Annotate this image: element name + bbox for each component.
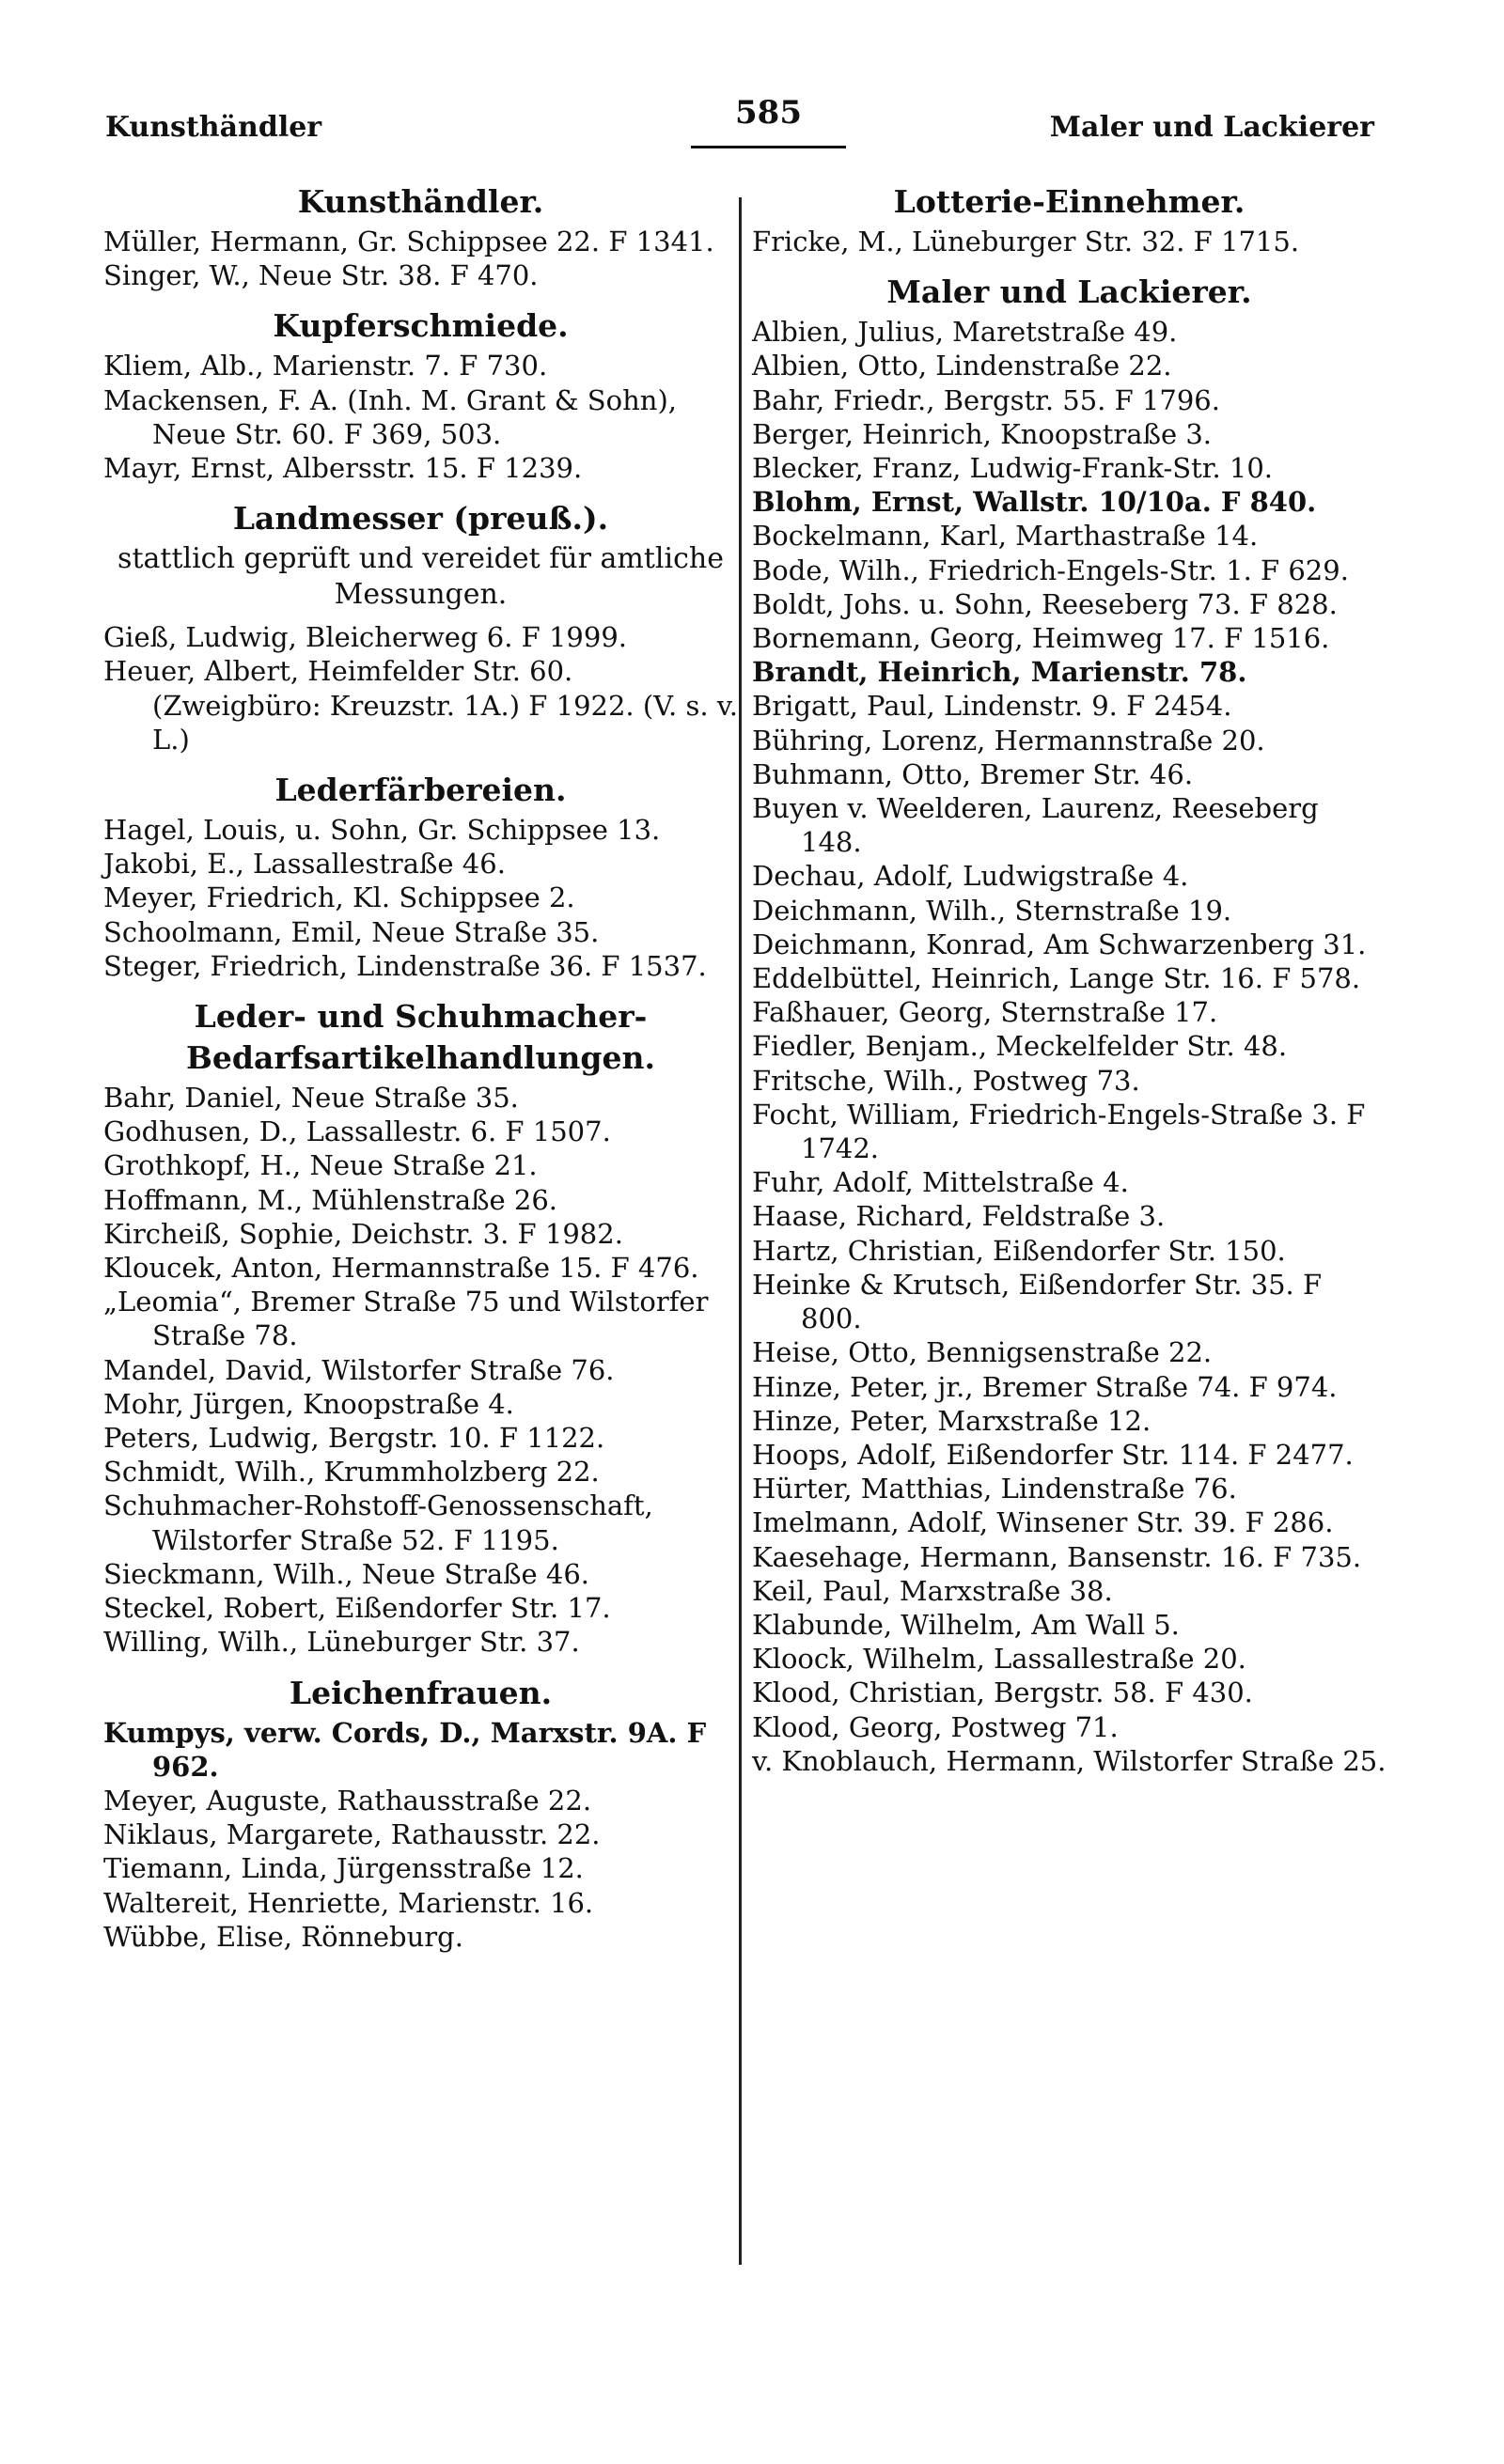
directory-entry: Müller, Hermann, Gr. Schippsee 22. F 1341. xyxy=(103,226,714,257)
section-heading-leder-und-schuhmacher: Leder- und Schuhmacher- xyxy=(194,998,648,1036)
directory-entry: Gieß, Ludwig, Bleicherweg 6. F 1999. xyxy=(103,621,627,654)
section-heading-lotterie-einnehmer: Lotterie-Einnehmer. xyxy=(893,183,1246,220)
directory-entry: Bahr, Daniel, Neue Straße 35. xyxy=(103,1082,519,1115)
directory-entry: Meyer, Friedrich, Kl. Schippsee 2. xyxy=(103,881,575,914)
directory-entry: Deichmann, Konrad, Am Schwarzenberg 31. xyxy=(752,928,1367,960)
directory-entry: Kumpys, verw. Cords, D., Marxstr. 9A. F 962. xyxy=(103,1716,707,1783)
directory-entry: Dechau, Adolf, Ludwigstraße 4. xyxy=(752,860,1189,893)
directory-entry: Meyer, Auguste, Rathausstraße 22. xyxy=(103,1784,592,1817)
directory-entry: Bornemann, Georg, Heimweg 17. F 1516. xyxy=(752,622,1330,655)
directory-entry: Haase, Richard, Feldstraße 3. xyxy=(752,1200,1166,1233)
section-heading-leichenfrauen: Leichenfrauen. xyxy=(289,1674,553,1711)
directory-entry: Schmidt, Wilh., Krummholzberg 22. xyxy=(103,1456,600,1489)
directory-entry: Kircheiß, Sophie, Deichstr. 3. F 1982. xyxy=(103,1217,623,1250)
section-heading-kupferschmiede: Kupferschmiede. xyxy=(273,307,569,345)
directory-entry: Hartz, Christian, Eißendorfer Str. 150. xyxy=(752,1234,1286,1267)
directory-entry: Hinze, Peter, Marxstraße 12. xyxy=(752,1404,1152,1437)
directory-entry: Mohr, Jürgen, Knoopstraße 4. xyxy=(103,1387,514,1420)
directory-entry: Godhusen, D., Lassallestr. 6. F 1507. xyxy=(103,1115,611,1148)
directory-entry: Bahr, Friedr., Bergstr. 55. F 1796. xyxy=(752,383,1220,416)
directory-entry: Fritsche, Wilh., Postweg 73. xyxy=(752,1064,1140,1097)
directory-entry: Hoops, Adolf, Eißendorfer Str. 114. F 2477. xyxy=(752,1438,1354,1471)
directory-entry: Focht, William, Friedrich-Engels-Straße 3. F 1742. xyxy=(752,1098,1366,1165)
section-heading-kunsthandler: Kunsthändler. xyxy=(297,183,544,220)
directory-entry: Peters, Ludwig, Bergstr. 10. F 1122. xyxy=(103,1422,605,1455)
directory-entry: Schuhmacher-Rohstoff-Genossenschaft, Wilstorfer Straße 52. F 1195. xyxy=(103,1489,653,1556)
section-heading-continued: Bedarfsartikelhandlungen. xyxy=(186,1039,655,1077)
directory-entry: v. Knoblauch, Hermann, Wilstorfer Straße 25. xyxy=(752,1744,1386,1777)
directory-entry: Kloock, Wilhelm, Lassallestraße 20. xyxy=(752,1643,1246,1676)
section-note: stattlich geprüft und vereidet für amtliche Messungen. xyxy=(118,542,724,612)
directory-entry: Blecker, Franz, Ludwig-Frank-Str. 10. xyxy=(752,452,1274,485)
directory-entry: Grothkopf, H., Neue Straße 21. xyxy=(103,1149,538,1182)
section-heading-lederfarbereien: Lederfärbereien. xyxy=(274,772,567,809)
directory-entry: Bode, Wilh., Friedrich-Engels-Str. 1. F 629. xyxy=(752,554,1349,586)
directory-entry: Willing, Wilh., Lüneburger Str. 37. xyxy=(103,1626,580,1659)
directory-entry: Brandt, Heinrich, Marienstr. 78. xyxy=(752,656,1247,689)
directory-entry: Sieckmann, Wilh., Neue Straße 46. xyxy=(103,1557,590,1590)
directory-entry: Steger, Friedrich, Lindenstraße 36. F 1537. xyxy=(103,949,707,982)
directory-entry: Kloucek, Anton, Hermannstraße 15. F 476. xyxy=(103,1252,699,1285)
directory-entry: Heuer, Albert, Heimfelder Str. 60. (Zweigbüro: Kreuzstr. 1A.) F 1922. (V. s. v. L.) xyxy=(103,655,738,756)
directory-entry: Buhmann, Otto, Bremer Str. 46. xyxy=(752,757,1194,790)
directory-entry: Niklaus, Margarete, Rathausstr. 22. xyxy=(103,1818,601,1851)
section-heading-maler-und-lackierer: Maler und Lackierer. xyxy=(886,273,1252,311)
directory-entry: Fricke, M., Lüneburger Str. 32. F 1715. xyxy=(752,226,1300,257)
page-number: 585 xyxy=(735,94,802,132)
column-divider xyxy=(739,197,742,2265)
directory-entry: Klood, Georg, Postweg 71. xyxy=(752,1710,1119,1743)
directory-entry: Buyen v. Weelderen, Laurenz, Reeseberg 148. xyxy=(752,792,1319,859)
directory-entry: Boldt, Johs. u. Sohn, Reeseberg 73. F 828. xyxy=(752,587,1338,620)
directory-entry: Kaesehage, Hermann, Bansenstr. 16. F 735. xyxy=(752,1540,1362,1573)
directory-entry: Eddelbüttel, Heinrich, Lange Str. 16. F 578. xyxy=(752,962,1361,995)
directory-entry: Deichmann, Wilh., Sternstraße 19. xyxy=(752,894,1232,927)
directory-entry: Schoolmann, Emil, Neue Straße 35. xyxy=(103,915,600,948)
directory-entry: Steckel, Robert, Eißendorfer Str. 17. xyxy=(103,1592,611,1625)
directory-entry: Bühring, Lorenz, Hermannstraße 20. xyxy=(752,724,1265,756)
directory-entry: Hinze, Peter, jr., Bremer Straße 74. F 974. xyxy=(752,1370,1338,1403)
directory-entry: Jakobi, E., Lassallestraße 46. xyxy=(103,848,506,881)
directory-entry: Klabunde, Wilhelm, Am Wall 5. xyxy=(752,1608,1180,1641)
directory-entry: Bockelmann, Karl, Marthastraße 14. xyxy=(752,520,1259,553)
directory-entry: Faßhauer, Georg, Sternstraße 17. xyxy=(752,996,1218,1029)
directory-entry: Mandel, David, Wilstorfer Straße 76. xyxy=(103,1353,615,1386)
directory-entry: Blohm, Ernst, Wallstr. 10/10a. F 840. xyxy=(752,486,1317,519)
directory-entry: Hürter, Matthias, Lindenstraße 76. xyxy=(752,1473,1237,1505)
directory-entry: Fuhr, Adolf, Mittelstraße 4. xyxy=(752,1166,1129,1199)
header-rule xyxy=(691,146,846,148)
directory-entry: Albien, Otto, Lindenstraße 22. xyxy=(752,350,1172,382)
directory-entry: Singer, W., Neue Str. 38. F 470. xyxy=(103,259,539,292)
directory-entry: Brigatt, Paul, Lindenstr. 9. F 2454. xyxy=(752,690,1232,723)
directory-entry: Imelmann, Adolf, Winsener Str. 39. F 286. xyxy=(752,1506,1334,1539)
running-head-left: Kunsthändler xyxy=(105,111,322,144)
directory-entry: Mackensen, F. A. (Inh. M. Grant & Sohn), Neue Str. 60. F 369, 503. xyxy=(103,383,678,450)
directory-entry: Tiemann, Linda, Jürgensstraße 12. xyxy=(103,1852,584,1885)
directory-entry: Hoffmann, M., Mühlenstraße 26. xyxy=(103,1183,558,1216)
running-head-right: Maler und Lackierer xyxy=(1049,111,1374,144)
directory-entry: Mayr, Ernst, Albersstr. 15. F 1239. xyxy=(103,452,583,485)
directory-entry: Heinke & Krutsch, Eißendorfer Str. 35. F 800. xyxy=(752,1268,1323,1335)
directory-entry: Hagel, Louis, u. Sohn, Gr. Schippsee 13. xyxy=(103,814,661,847)
directory-entry: Keil, Paul, Marxstraße 38. xyxy=(752,1574,1113,1607)
directory-entry: Waltereit, Henriette, Marienstr. 16. xyxy=(103,1886,594,1919)
directory-entry: Berger, Heinrich, Knoopstraße 3. xyxy=(752,417,1213,450)
right-column xyxy=(752,183,1386,1778)
section-heading-landmesser-preuss: Landmesser (preuß.). xyxy=(232,500,609,538)
directory-entry: Wübbe, Elise, Rönneburg. xyxy=(103,1920,463,1953)
left-column xyxy=(103,183,738,1954)
directory-entry: „Leomia“, Bremer Straße 75 und Wilstorfer Straße 78. xyxy=(103,1286,709,1352)
directory-entry: Albien, Julius, Maretstraße 49. xyxy=(752,316,1178,349)
directory-entry: Kliem, Alb., Marienstr. 7. F 730. xyxy=(103,350,548,382)
directory-entry: Fiedler, Benjam., Meckelfelder Str. 48. xyxy=(752,1030,1288,1063)
directory-entry: Klood, Christian, Bergstr. 58. F 430. xyxy=(752,1676,1253,1709)
directory-entry: Heise, Otto, Bennigsenstraße 22. xyxy=(752,1336,1213,1369)
